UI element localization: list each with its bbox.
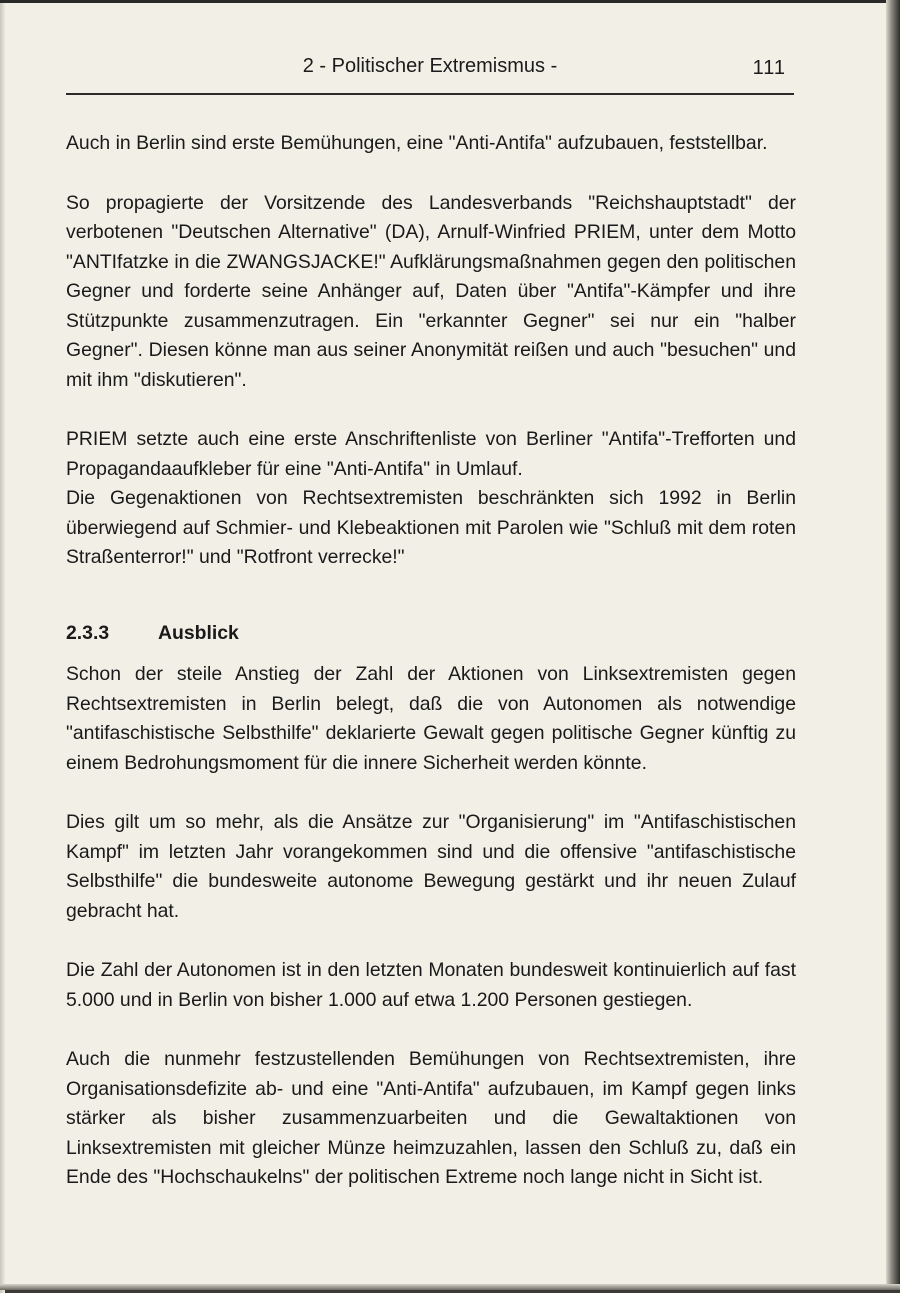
running-header — [66, 51, 794, 95]
body-text — [66, 129, 796, 1193]
paragraph: PRIEM setzte auch eine erste Anschriftenliste von Berliner "Antifa"-Trefforten und Propagandaaufkleber für eine "Anti-Antifa" in Umlauf. — [66, 428, 796, 480]
header-rule — [66, 93, 794, 95]
paragraph: Schon der steile Anstieg der Zahl der Aktionen von Linksextremisten gegen Rechtsextremisten in Berlin belegt, daß die von Autonomen als notwendige "antifaschistische Selbsthilfe" deklarierte Gewalt gegen politische Gegner künftig zu einem Bedrohungsmoment für die innere Sicherheit werden könnte. — [66, 663, 796, 774]
paragraph: Dies gilt um so mehr, als die Ansätze zur "Organisierung" im "Antifaschistischen Kampf" im letzten Jahr vorangekommen sind und die offensive "antifaschistische Selbsthilfe" die bundesweite autonome Bewegung gestärkt und ihr neuen Zulauf gebracht hat. — [66, 811, 796, 922]
section-heading — [66, 619, 796, 649]
paragraph: Die Gegenaktionen von Rechtsextremisten beschränkten sich 1992 in Berlin überwiegend auf Schmier- und Klebeaktionen mit Parolen wie "Schluß mit dem roten Straßenterror!" und "Rotfront verrecke!" — [66, 487, 796, 568]
paragraph: Die Zahl der Autonomen ist in den letzten Monaten bundesweit kontinuierlich auf fast 5.000 und in Berlin von bisher 1.000 auf etwa 1.200 Personen gestiegen. — [66, 959, 796, 1011]
page-number: 111 — [752, 57, 786, 79]
header-title: 2 - Politischer Extremismus - — [302, 55, 558, 77]
section-title: Ausblick — [158, 621, 239, 644]
page-bottom-edge — [0, 1284, 900, 1290]
section-number: 2.3.3 — [66, 621, 110, 644]
paragraph: So propagierte der Vorsitzende des Landesverbands "Reichshauptstadt" der verbotenen "Deutschen Alternative" (DA), Arnulf-Winfried PRIEM, unter dem Motto "ANTIfatzke in die ZWANGSJACKE!" Aufklärungsmaßnahmen gegen den politischen Gegner und forderte seine Anhänger auf, Daten über "Antifa"-Kämpfer und ihre Stützpunkte zusammenzutragen. Ein "erkannter Gegner" sei nur ein "halber Gegner". Diesen könne man aus seiner Anonymität reißen und auch "besuchen" und mit ihm "diskutieren". — [66, 191, 796, 391]
paragraph: Auch die nunmehr festzustellenden Bemühungen von Rechtsextremisten, ihre Organisationsdefizite ab- und eine "Anti-Antifa" aufzubauen, im Kampf gegen links stärker als bisher zusammenzuarbeiten und die Gewaltaktionen von Linksextremisten mit gleicher Münze heimzuzahlen, lassen den Schluß zu, daß ein Ende des "Hochschaukelns" der politischen Extreme noch lange nicht in Sicht ist. — [66, 1048, 796, 1188]
page-left-edge — [0, 3, 5, 1293]
paragraph: Auch in Berlin sind erste Bemühungen, eine "Anti-Antifa" aufzubauen, feststellbar. — [66, 132, 768, 154]
page-gutter-shadow — [886, 0, 900, 1290]
